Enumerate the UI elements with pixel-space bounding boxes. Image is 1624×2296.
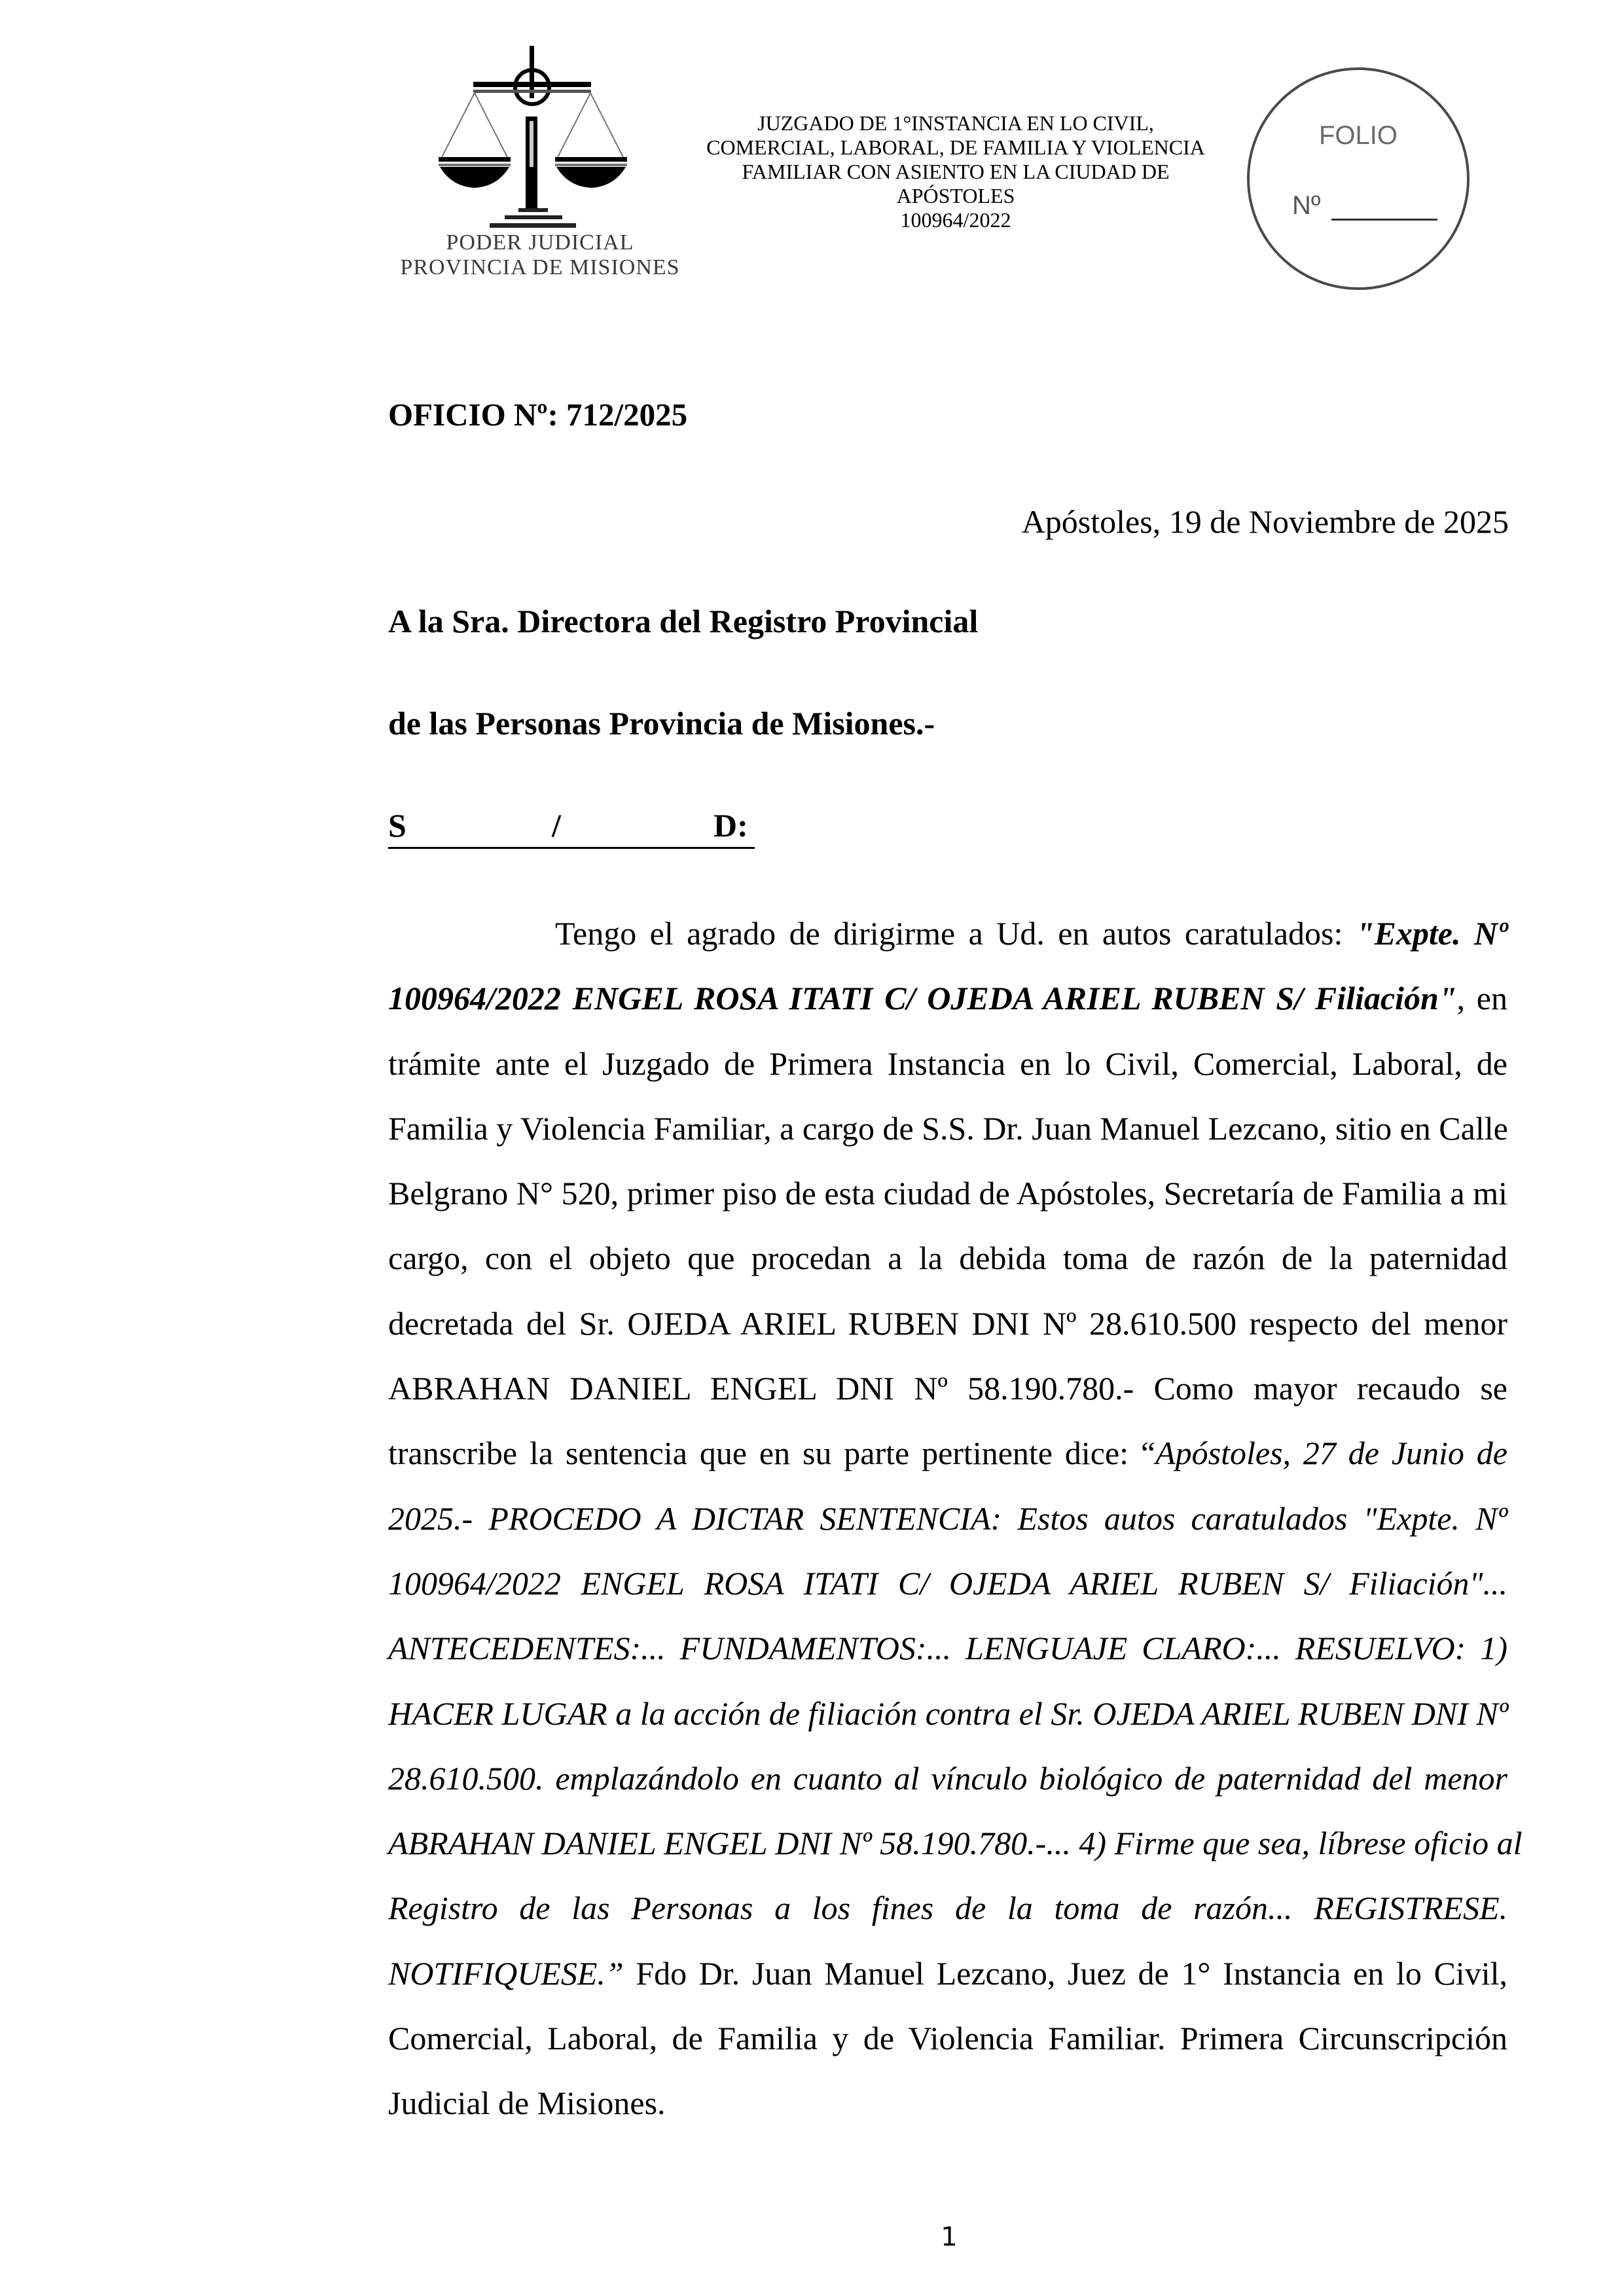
body-line: decretada del Sr. OJEDA ARIEL RUBEN DNI Nº 28.610.500 respecto del menor bbox=[388, 1304, 1507, 1342]
folio-stamp bbox=[1247, 67, 1470, 290]
court-header bbox=[681, 111, 1231, 232]
text: transcribe la sentencia que en su parte pertinente dice: “ bbox=[388, 1435, 1156, 1472]
body-line: HACER LUGAR a la acción de filiación contra el Sr. OJEDA ARIEL RUBEN DNI Nº bbox=[388, 1695, 1509, 1732]
quoted-sentence: NOTIFIQUESE.” bbox=[388, 1954, 624, 1992]
folio-number-blank bbox=[1331, 219, 1437, 221]
body-line: ABRAHAN DANIEL ENGEL DNI Nº 58.190.780.- Como mayor recaudo se bbox=[388, 1370, 1507, 1407]
body-line: Registro de las Personas a los fines de la toma de razón... REGISTRESE. bbox=[388, 1890, 1507, 1927]
case-caption: 100964/2022 ENGEL ROSA ITATI C/ OJEDA ARIEL RUBEN S/ Filiación" bbox=[388, 980, 1457, 1017]
body-line: ANTECEDENTES:... FUNDAMENTOS:... LENGUAJE CLARO:... RESUELVO: 1) bbox=[388, 1630, 1507, 1667]
logo-text-poder-judicial: PODER JUDICIAL bbox=[446, 230, 634, 255]
court-logo bbox=[393, 33, 687, 295]
case-caption: "Expte. Nº bbox=[1356, 915, 1507, 952]
place-and-date: Apóstoles, 19 de Noviembre de 2025 bbox=[1021, 503, 1509, 540]
body-line: trámite ante el Juzgado de Primera Instancia en lo Civil, Comercial, Laboral, de bbox=[388, 1045, 1507, 1082]
court-header-line: JUZGADO DE 1°INSTANCIA EN LO CIVIL, bbox=[757, 111, 1154, 135]
body-paragraph bbox=[388, 913, 1523, 2148]
case-number: 100964/2022 bbox=[900, 208, 1011, 232]
court-header-line: COMERCIAL, LABORAL, DE FAMILIA Y VIOLENCIA bbox=[706, 135, 1205, 159]
body-line bbox=[388, 1433, 1507, 1498]
body-line: 28.610.500. emplazándolo en cuanto al vínculo biológico de paternidad del menor bbox=[388, 1759, 1507, 1797]
quoted-sentence: Apóstoles, 27 de Junio de bbox=[1155, 1435, 1508, 1472]
text: Tengo el agrado de dirigirme a Ud. en autos caratulados: bbox=[555, 915, 1356, 952]
folio-number-label: Nº bbox=[1292, 191, 1321, 220]
body-line: Comercial, Laboral, de Familia y de Violencia Familiar. Primera Circunscripción bbox=[388, 2020, 1507, 2057]
scales-of-justice-icon bbox=[393, 33, 687, 229]
su-despacho bbox=[388, 806, 755, 849]
sd-d: D: bbox=[713, 807, 748, 844]
body-line: cargo, con el objeto que procedan a la debida toma de razón de la paternidad bbox=[388, 1240, 1507, 1277]
page-number: 1 bbox=[941, 2222, 958, 2252]
body-line bbox=[388, 1953, 1507, 2018]
logo-text-provincia: PROVINCIA DE MISIONES bbox=[400, 255, 680, 279]
body-line: Familia y Violencia Familiar, a cargo de S.S. Dr. Juan Manuel Lezcano, sitio en Calle bbox=[388, 1109, 1508, 1147]
body-line: 2025.- PROCEDO A DICTAR SENTENCIA: Estos autos caratulados "Expte. Nº bbox=[388, 1499, 1507, 1537]
body-line bbox=[388, 978, 1507, 1043]
body-line bbox=[388, 913, 1507, 978]
body-line: ABRAHAN DANIEL ENGEL DNI Nº 58.190.780.-... 4) Firme que sea, líbrese oficio al bbox=[388, 1825, 1523, 1862]
body-line: Belgrano N° 520, primer piso de esta ciudad de Apóstoles, Secretaría de Familia a mi bbox=[388, 1175, 1507, 1212]
addressee-line-1: A la Sra. Directora del Registro Provincial bbox=[388, 603, 979, 639]
sd-s: S bbox=[388, 807, 406, 844]
body-line: Judicial de Misiones. bbox=[388, 2085, 666, 2122]
sd-slash: / bbox=[552, 807, 561, 844]
folio-title: FOLIO bbox=[1318, 121, 1398, 150]
court-header-line: APÓSTOLES bbox=[896, 184, 1015, 207]
body-line: 100964/2022 ENGEL ROSA ITATI C/ OJEDA ARIEL RUBEN S/ Filiación"... bbox=[388, 1564, 1507, 1602]
text: Fdo Dr. Juan Manuel Lezcano, Juez de 1° Instancia en lo Civil, bbox=[623, 1954, 1507, 1992]
text: , en bbox=[1456, 980, 1507, 1017]
addressee-line-2: de las Personas Provincia de Misiones.- bbox=[388, 705, 935, 742]
court-header-line: FAMILIAR CON ASIENTO EN LA CIUDAD DE bbox=[742, 160, 1170, 183]
oficio-number: OFICIO Nº: 712/2025 bbox=[388, 397, 688, 433]
